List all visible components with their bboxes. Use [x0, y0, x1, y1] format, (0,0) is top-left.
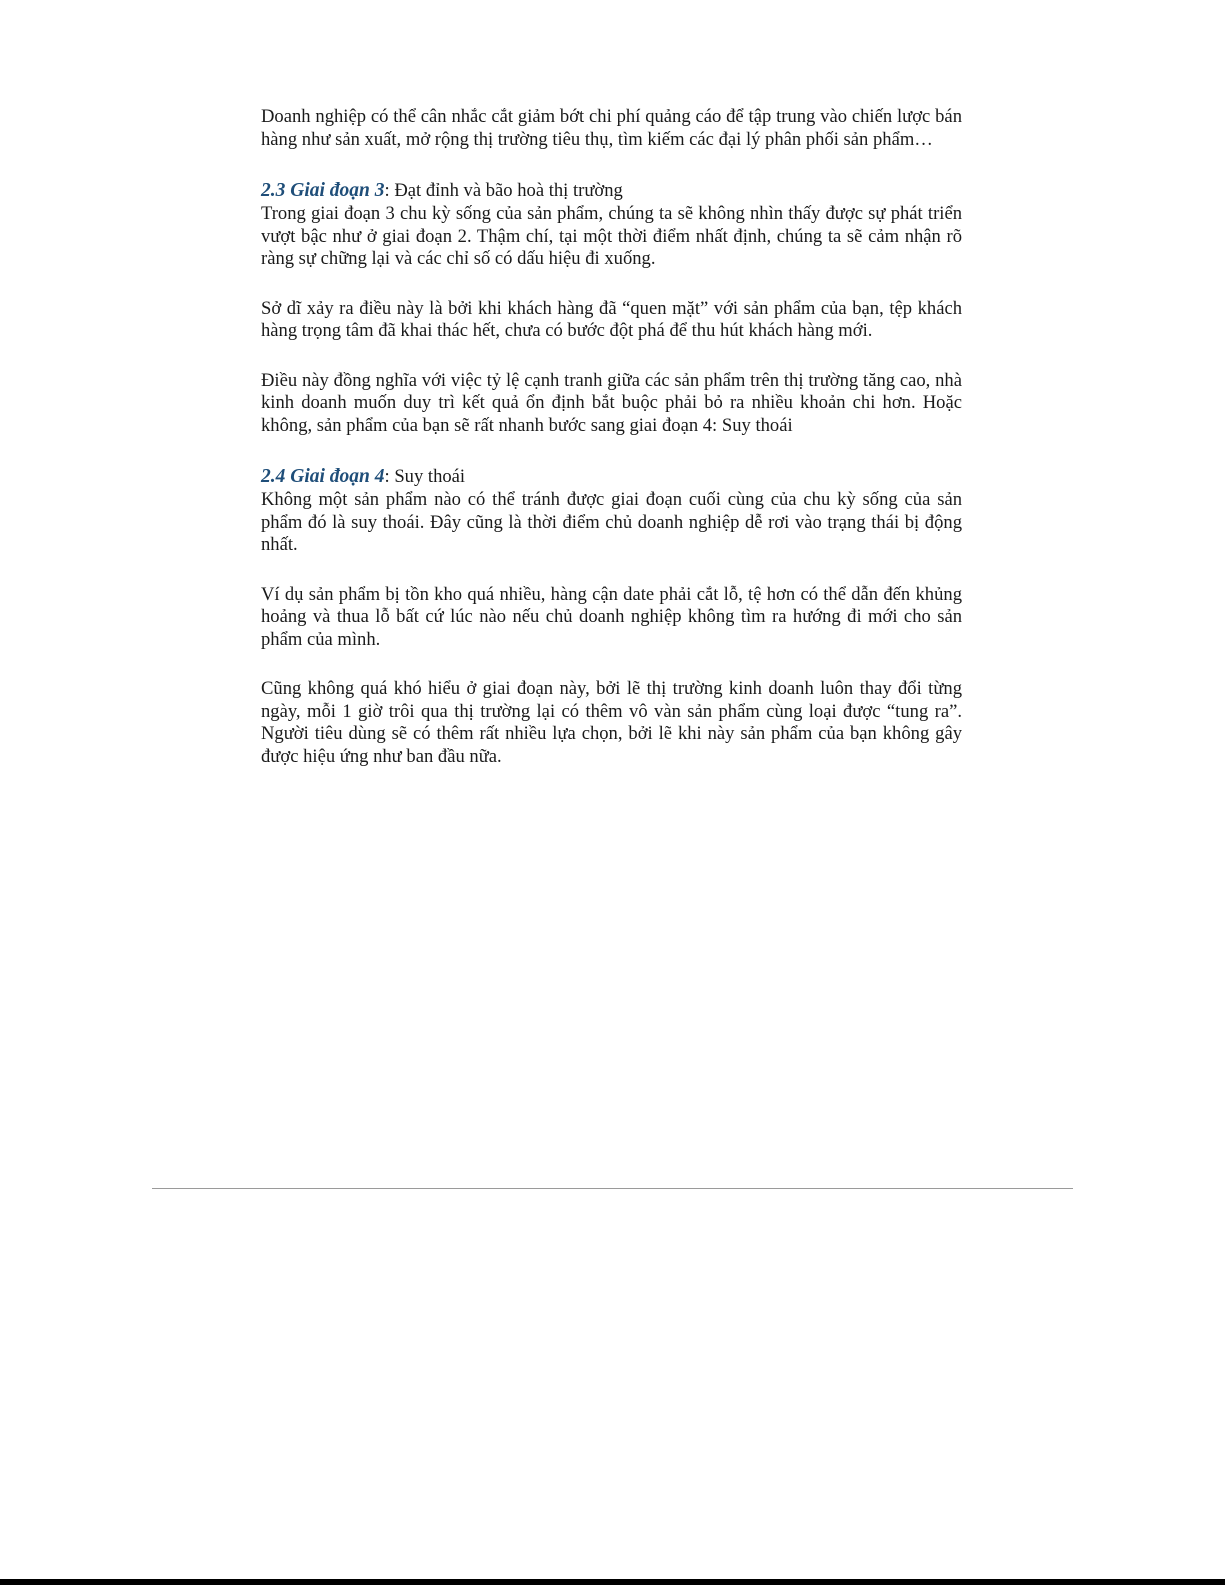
intro-paragraph: Doanh nghiệp có thể cân nhắc cắt giảm bớt chi phí quảng cáo để tập trung vào chiến lược bán hàng như sản xuất, mở rộng thị trường tiêu thụ, tìm kiếm các đại lý phân phối sản phẩm… [261, 106, 962, 150]
section-2-3-paragraph-2: Sở dĩ xảy ra điều này là bởi khi khách hàng đã “quen mặt” với sản phẩm của bạn, tệp khách hàng trọng tâm đã khai thác hết, chưa có bước đột phá để thu hút khách hàng mới. [261, 297, 962, 341]
document-body [261, 106, 962, 768]
section-2-4-paragraph-3: Cũng không quá khó hiểu ở giai đoạn này, bởi lẽ thị trường kinh doanh luôn thay đổi từng ngày, mỗi 1 giờ trôi qua thị trường lại có thêm vô vàn sản phẩm cùng loại được “tung ra”. Người tiêu dùng sẽ có thêm rất nhiều lựa chọn, bởi lẽ khi này sản phẩm của bạn không gây được hiệu ứng như ban đầu nữa. [261, 678, 962, 767]
section-2-4-paragraph-2: Ví dụ sản phẩm bị tồn kho quá nhiều, hàng cận date phải cắt lỗ, tệ hơn có thể dẫn đến khủng hoảng và thua lỗ bất cứ lúc nào nếu chủ doanh nghiệp không tìm ra hướng đi mới cho sản phẩm của mình. [261, 583, 962, 650]
section-2-3-paragraph-3: Điều này đồng nghĩa với việc tỷ lệ cạnh tranh giữa các sản phẩm trên thị trường tăng cao, nhà kinh doanh muốn duy trì kết quả ổn định bắt buộc phải bỏ ra nhiều khoản chi hơn. Hoặc không, sản phẩm của bạn sẽ rất nhanh bước sang giai đoạn 4: Suy thoái [261, 369, 962, 436]
page-bottom-edge [0, 1579, 1225, 1585]
section-heading-2-4 [261, 464, 962, 489]
section-number-2-3: 2.3 Giai đoạn 3 [261, 180, 385, 201]
section-title-2-3: : Đạt đỉnh và bão hoà thị trường [384, 180, 623, 201]
section-heading-2-3 [261, 178, 962, 203]
section-2-3-paragraph-1: Trong giai đoạn 3 chu kỳ sống của sản phẩm, chúng ta sẽ không nhìn thấy được sự phát triển vượt bậc như ở giai đoạn 2. Thậm chí, tại một thời điểm nhất định, chúng ta sẽ cảm nhận rõ ràng sự chững lại và các chỉ số có dấu hiệu đi xuống. [261, 203, 962, 269]
section-2-4-paragraph-1: Không một sản phẩm nào có thể tránh được giai đoạn cuối cùng của chu kỳ sống của sản phẩm đó là suy thoái. Đây cũng là thời điểm chủ doanh nghiệp dễ rơi vào trạng thái bị động nhất. [261, 489, 962, 555]
section-title-2-4: : Suy thoái [384, 466, 466, 487]
section-number-2-4: 2.4 Giai đoạn 4 [261, 466, 385, 487]
page-divider [152, 1188, 1073, 1189]
